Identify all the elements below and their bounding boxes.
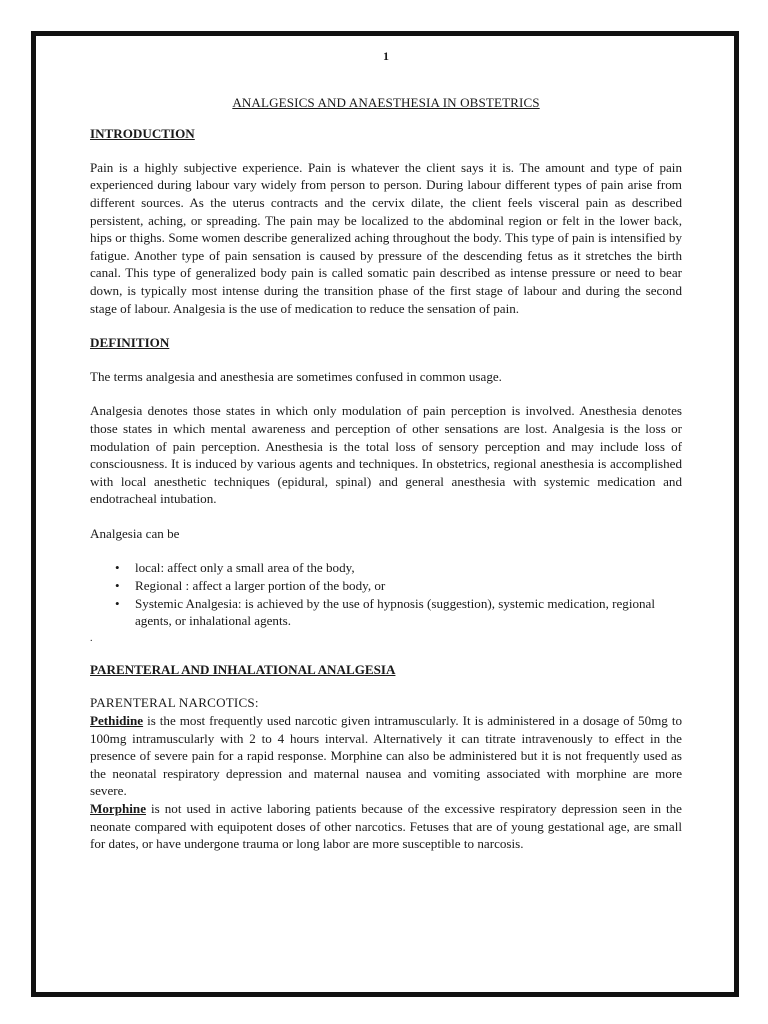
introduction-paragraph: Pain is a highly subjective experience. Pain is whatever the client says it is. The amount and type of pain experienced during labour vary widely from person to person. During labour different types of pain arise from different sources. As the uterus contracts and the cervix dilate, the client feels visceral pain as described persistent, aching, or spreading. The pain may be localized to the abdominal region or felt in the lower back, hips or thighs. Some women describe generalized aching throughout the body. This type of pain is intensified by fatigue. Another type of pain sensation is caused by pressure of the descending fetus as it stretches the birth canal. This type of generalized body pain is called somatic pain described as intense pressure or need to bear down, is typically most intense during the transition phase of the first stage of labour and during the second stage of labour. Analgesia is the use of medication to reduce the sensation of pain. [90,159,682,316]
subheading-colon: : [254,695,259,711]
pethidine-paragraph [90,712,682,800]
list-item: • local: affect only a small area of the body, [135,559,682,577]
page-number: 1 [383,49,389,63]
morphine-text: is not used in active laboring patients because of the excessive respiratory depression seen in the neonate compared with equipotent doses of other narcotics. Fetuses that are of young gestational age, are small for dates, or have undergone trauma or long labor are more susceptible to narcosis. [90,801,682,852]
analgesia-types-list [90,559,682,629]
list-item: • Systemic Analgesia: is achieved by the use of hypnosis (suggestion), systemic medication, regional agents, or inhalational agents. [135,595,682,630]
parenteral-narcotics-subheading [90,694,682,712]
definition-paragraph-3: Analgesia can be [90,525,180,541]
document-title: ANALGESICS AND ANAESTHESIA IN OBSTETRICS [232,94,540,110]
trailing-dot: . [90,632,93,644]
pethidine-term: Pethidine [90,713,144,729]
document-body [90,48,682,853]
introduction-heading: INTRODUCTION [90,126,195,142]
definition-heading: DEFINITION [90,335,170,351]
list-item: • Regional : affect a larger portion of the body, or [135,577,682,595]
subheading-label: PARENTERAL NARCOTICS [90,695,255,711]
parenteral-heading: PARENTERAL AND INHALATIONAL ANALGESIA [90,661,396,677]
definition-paragraph-2: Analgesia denotes those states in which only modulation of pain perception is involved. Anesthesia denotes those states in which mental awareness and perception of other sensations are lost. Analgesia is the loss or modulation of pain perception. Anesthesia is the total loss of sensory perception and may include loss of consciousness. It is induced by various agents and techniques. In obstetrics, regional anesthesia is accomplished with local anesthetic techniques (epidural, spinal) and general anesthesia with systemic medication and endotracheal intubation. [90,403,682,507]
morphine-paragraph [90,800,682,853]
morphine-term: Morphine [90,801,147,816]
pethidine-text: is the most frequently used narcotic given intramuscularly. It is administered in a dosage of 50mg to 100mg intramuscularly with 2 to 4 hours interval. Alternatively it can titrate intravenously to effect in the presence of severe pain for a rapid response. Morphine can also be administered but it is not frequently used as the neonatal respiratory depression and maternal nausea and vomiting associated with morphine are more severe. [90,713,682,799]
definition-paragraph-1: The terms analgesia and anesthesia are sometimes confused in common usage. [90,368,502,384]
